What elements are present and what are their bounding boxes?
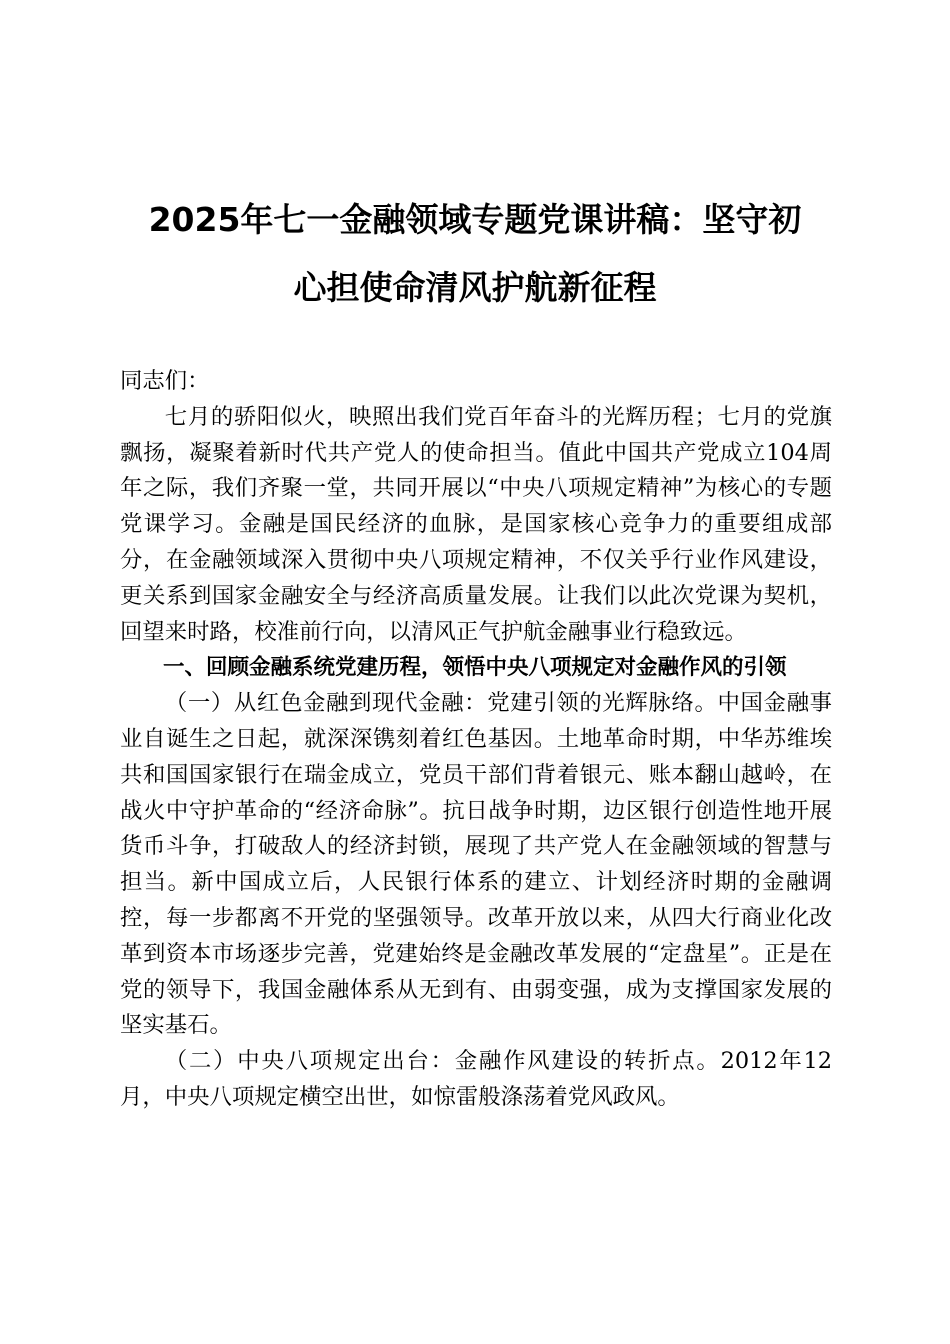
subsection-2-lead: （二）中央八项规定出台：金融作风建设的转折点。 xyxy=(164,1048,721,1075)
salutation: 同志们： xyxy=(120,368,210,394)
document-title-line-2: 心担使命清风护航新征程 xyxy=(293,268,657,307)
subsection-2-paragraph xyxy=(120,1044,832,1116)
document-title-line-1: 2025年七一金融领域专题党课讲稿：坚守初 xyxy=(148,200,802,239)
subsection-2-body: 2012年12月，中央八项规定横空出世，如惊雷般涤荡着党风政风。 xyxy=(120,1048,832,1110)
intro-paragraph: 七月的骄阳似火，映照出我们党百年奋斗的光辉历程；七月的党旗飘扬，凝聚着新时代共产党人的使命担当。值此中国共产党成立104周年之际，我们齐聚一堂，共同开展以“中央八项规定精神”为核心的专题党课学习。金融是国民经济的血脉，是国家核心竞争力的重要组成部分，在金融领域深入贯彻中央八项规定精神，不仅关乎行业作风建设，更关系到国家金融安全与经济高质量发展。让我们以此次党课为契机，回望来时路，校准前行向，以清风正气护航金融事业行稳致远。 xyxy=(120,403,832,645)
subsection-1-body: 中国金融事业自诞生之日起，就深深镌刻着红色基因。土地革命时期，中华苏维埃共和国国家银行在瑞金成立，党员干部们背着银元、账本翻山越岭，在战火中守护革命的“经济命脉”。抗日战争时期，边区银行创造性地开展货币斗争，打破敌人的经济封锁，展现了共产党人在金融领域的智慧与担当。新中国成立后，人民银行体系的建立、计划经济时期的金融调控，每一步都离不开党的坚强领导。改革开放以来，从四大行商业化改革到资本市场逐步完善，党建始终是金融改革发展的“定盘星”。正是在党的领导下，我国金融体系从无到有、由弱变强，成为支撑国家发展的坚实基石。 xyxy=(120,690,833,1039)
subsection-1-lead: （一）从红色金融到现代金融：党建引领的光辉脉络。 xyxy=(164,690,718,717)
document-body xyxy=(120,364,832,1116)
subsection-1-paragraph xyxy=(120,686,832,1044)
section-1-heading: 一、回顾金融系统党建历程，领悟中央八项规定对金融作风的引领 xyxy=(163,655,787,681)
